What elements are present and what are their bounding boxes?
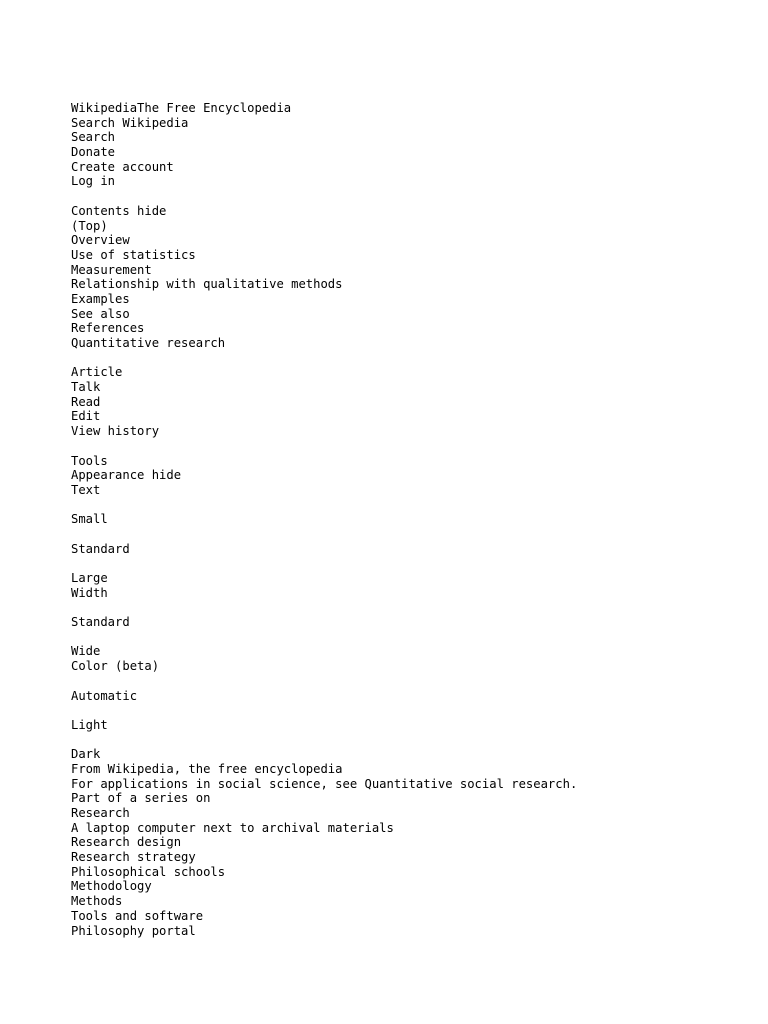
- toc-item-references[interactable]: References: [71, 321, 145, 336]
- appearance-text-label: Text: [71, 482, 101, 497]
- color-option-dark[interactable]: Dark: [71, 747, 101, 762]
- spacer: [71, 189, 751, 204]
- tab-read[interactable]: Read: [71, 394, 101, 409]
- page-title: Quantitative research: [71, 336, 226, 350]
- series-item-methods[interactable]: Methods: [71, 894, 123, 909]
- tools-menu[interactable]: Tools: [71, 453, 108, 468]
- spacer: [71, 703, 751, 718]
- toc-item-overview[interactable]: Overview: [71, 233, 130, 248]
- hatnote: For applications in social science, see Quantitative social research.: [71, 776, 578, 791]
- tab-view-history[interactable]: View history: [71, 424, 160, 439]
- text-size-option-large[interactable]: Large: [71, 571, 108, 585]
- series-item-research-design[interactable]: Research design: [71, 835, 182, 850]
- site-tagline: The Free Encyclopedia: [137, 101, 292, 115]
- series-title[interactable]: Research: [71, 806, 130, 820]
- tab-talk[interactable]: Talk: [71, 380, 101, 395]
- spacer: [71, 630, 751, 645]
- site-header: [71, 101, 751, 116]
- wikipedia-logo-text[interactable]: Wikipedia: [71, 101, 138, 115]
- width-option-standard[interactable]: Standard: [71, 615, 130, 630]
- spacer: [71, 351, 751, 366]
- series-item-tools-and-software[interactable]: Tools and software: [71, 908, 204, 923]
- series-image-alt: A laptop computer next to archival materials: [71, 820, 394, 835]
- spacer: [71, 439, 751, 454]
- series-item-research-strategy[interactable]: Research strategy: [71, 850, 196, 865]
- series-item-philosophy-portal[interactable]: Philosophy portal: [71, 923, 196, 938]
- spacer: [71, 527, 751, 542]
- spacer: [71, 556, 751, 571]
- page-content: [71, 101, 751, 938]
- text-size-option-small[interactable]: Small: [71, 512, 108, 527]
- tab-article[interactable]: Article: [71, 365, 123, 380]
- site-sub-line: From Wikipedia, the free encyclopedia: [71, 761, 343, 776]
- tab-edit[interactable]: Edit: [71, 409, 101, 424]
- series-item-philosophical-schools[interactable]: Philosophical schools: [71, 864, 226, 879]
- appearance-color-label: Color (beta): [71, 659, 160, 674]
- search-input[interactable]: Search Wikipedia: [71, 115, 189, 130]
- toc-heading[interactable]: Contents hide: [71, 203, 167, 218]
- toc-item-top[interactable]: (Top): [71, 218, 108, 233]
- toc-item-use-of-statistics[interactable]: Use of statistics: [71, 247, 196, 262]
- log-in-link[interactable]: Log in: [71, 174, 116, 189]
- donate-link[interactable]: Donate: [71, 145, 116, 160]
- appearance-heading[interactable]: Appearance hide: [71, 468, 182, 483]
- spacer: [71, 733, 751, 748]
- color-option-automatic[interactable]: Automatic: [71, 688, 138, 703]
- color-option-light[interactable]: Light: [71, 717, 108, 732]
- create-account-link[interactable]: Create account: [71, 159, 174, 174]
- toc-item-examples[interactable]: Examples: [71, 291, 130, 306]
- spacer: [71, 600, 751, 615]
- width-option-wide[interactable]: Wide: [71, 644, 101, 659]
- spacer: [71, 498, 751, 513]
- toc-item-measurement[interactable]: Measurement: [71, 262, 152, 277]
- appearance-width-label: Width: [71, 585, 108, 600]
- search-button[interactable]: Search: [71, 130, 116, 145]
- series-item-methodology[interactable]: Methodology: [71, 879, 152, 894]
- spacer: [71, 674, 751, 689]
- text-size-option-standard[interactable]: Standard: [71, 541, 130, 556]
- toc-item-see-also[interactable]: See also: [71, 306, 130, 321]
- toc-item-relationship-qualitative[interactable]: Relationship with qualitative methods: [71, 277, 343, 292]
- series-part-of-label: Part of a series on: [71, 791, 211, 806]
